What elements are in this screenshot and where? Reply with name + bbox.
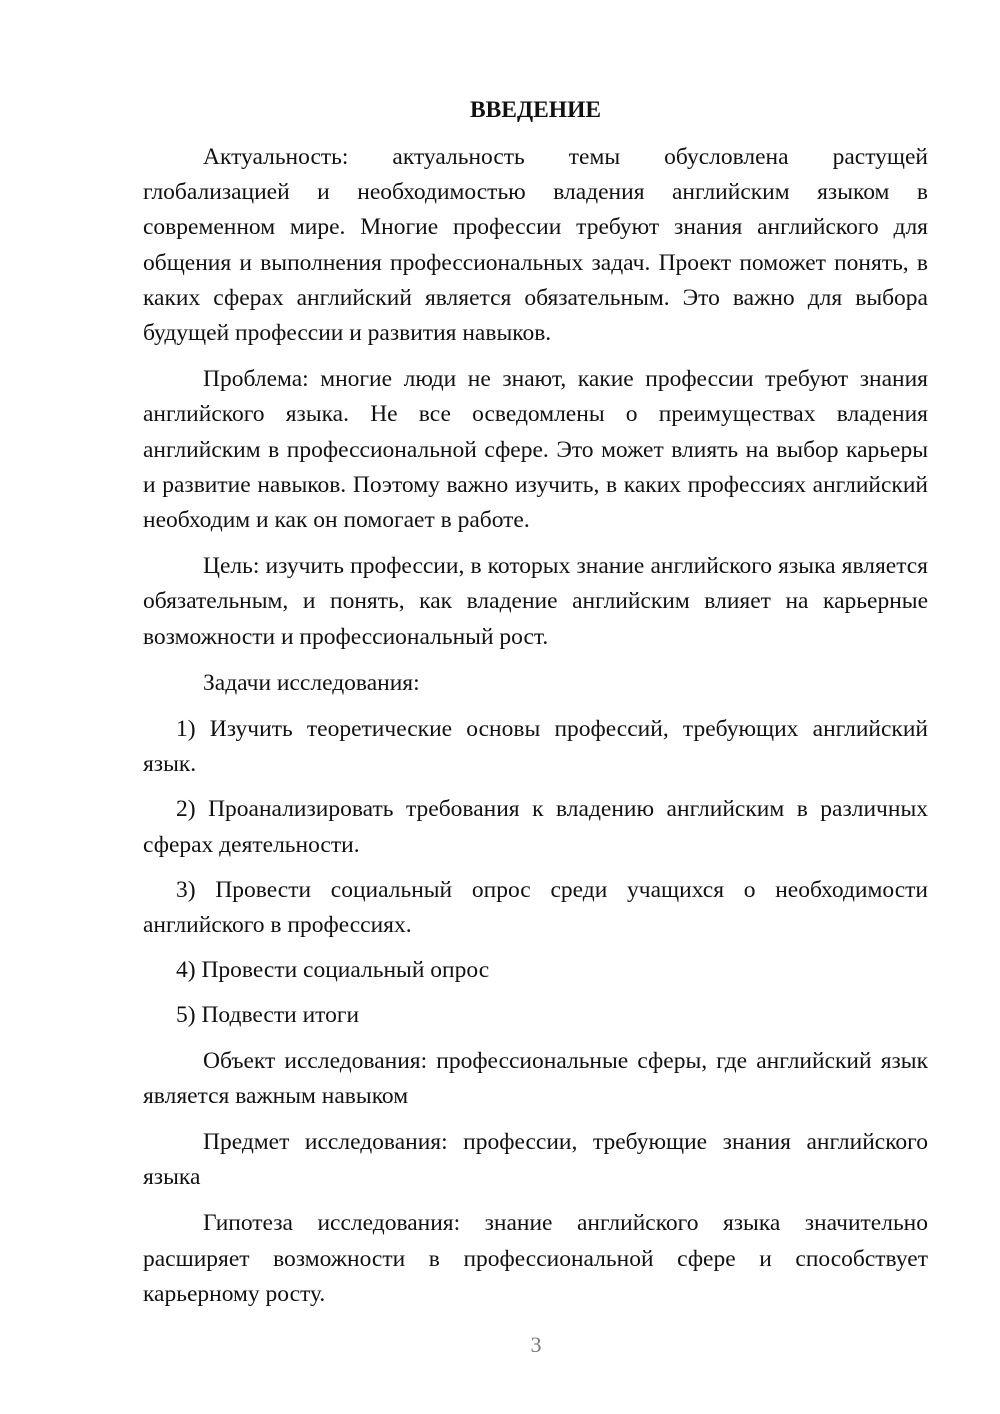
- paragraph-subject: Предмет исследования: профессии, требующие знания английского языка: [143, 1129, 928, 1191]
- task-item-2: 2) Проанализировать требования к владению английским в различных сферах деятельности.: [143, 796, 928, 858]
- paragraph-goal: Цель: изучить профессии, в которых знание английского языка является обязательным, и понять, как владение английским влияет на карьерные возможности и профессиональный рост.: [143, 553, 928, 650]
- task-item-1: 1) Изучить теоретические основы профессий, требующих английский язык.: [143, 716, 928, 778]
- task-item-5: 5) Подвести итоги: [176, 1002, 360, 1029]
- page-number: 3: [530, 1332, 542, 1357]
- paragraph-hypothesis: Гипотеза исследования: знание английского языка значительно расширяет возможности в профессиональной сфере и способствует карьерному росту.: [143, 1210, 928, 1307]
- paragraph-relevance: Актуальность: актуальность темы обусловлена растущей глобализацией и необходимостью владения английским языком в современном мире. Многие профессии требуют знания английского для общения и выполнения профессиональных задач. Проект поможет понять, в каких сферах английский является обязательным. Это важно для выбора будущей профессии и развития навыков.: [143, 144, 928, 347]
- task-item-4: 4) Провести социальный опрос: [176, 957, 490, 984]
- tasks-heading: Задачи исследования:: [203, 669, 420, 696]
- paragraph-object: Объект исследования: профессиональные сферы, где английский язык является важным навыком: [143, 1047, 928, 1109]
- section-title: ВВЕДЕНИЕ: [469, 97, 602, 123]
- paragraph-problem: Проблема: многие люди не знают, какие профессии требуют знания английского языка. Не все осведомлены о преимуществах владения английским в профессиональной сфере. Это может влиять на выбор карьеры и развитие навыков. Поэтому важно изучить, в каких профессиях английский необходим и как он помогает в работе.: [143, 366, 928, 534]
- task-item-3: 3) Провести социальный опрос среди учащихся о необходимости английского в профессиях.: [143, 876, 928, 939]
- page-content: [143, 93, 928, 1323]
